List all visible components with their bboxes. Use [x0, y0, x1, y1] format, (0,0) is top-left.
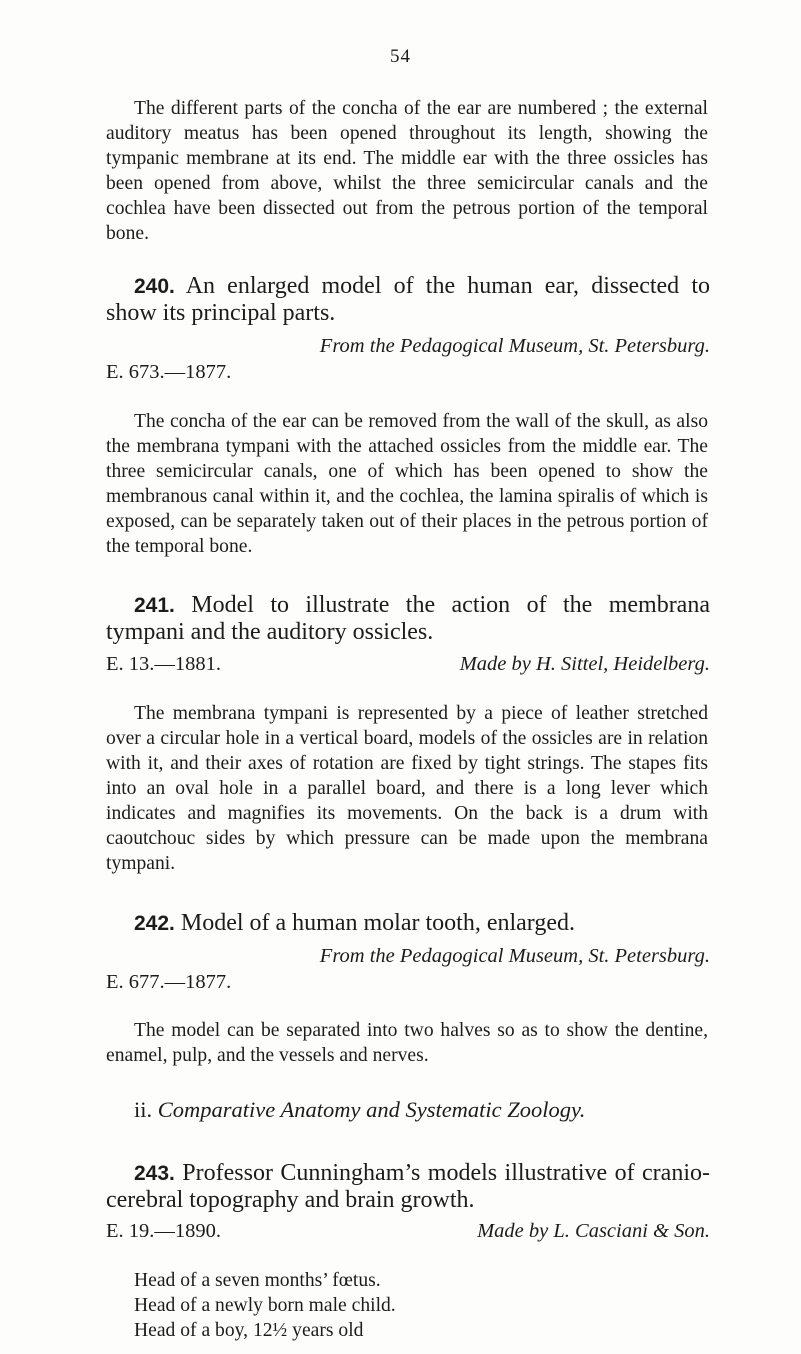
entry-title: Model to illustrate the action of the membrana tympani and the auditory ossicles. — [106, 592, 710, 645]
entry-240-register — [106, 359, 710, 385]
entry-240-heading — [106, 273, 710, 327]
entry-number: 241. — [134, 594, 175, 617]
register-number: E. 677.—1877. — [106, 971, 232, 993]
entry-title: Model of a human molar tooth, enlarged. — [180, 910, 575, 936]
entry-243-register-source — [106, 1218, 710, 1244]
entry-243-items — [106, 1268, 708, 1343]
entry-240-source — [106, 333, 710, 359]
entry-241-heading — [106, 592, 710, 646]
section-heading — [134, 1096, 714, 1124]
intro-paragraph: The different parts of the concha of the ear are numbered ; the external auditory meatus has been opened throughout its length, showing the tympanic membrane at its end. The middle ear with the three ossicles has been opened from above, whilst the three semicircular canals and the cochlea have been dissected out from the petrous portion of the temporal bone. — [106, 98, 708, 244]
register-number: E. 13.—1881. — [106, 653, 222, 675]
entry-number: 240. — [134, 275, 175, 298]
entry-title: An enlarged model of the human ear, dissected to show its principal parts. — [106, 273, 710, 326]
source-credit: From the Pedagogical Museum, St. Petersburg. — [319, 945, 710, 967]
entry-241-register-source — [106, 651, 710, 677]
entry-242-source — [106, 943, 710, 969]
source-credit: Made by H. Sittel, Heidelberg. — [459, 653, 710, 675]
register-number: E. 673.—1877. — [106, 361, 232, 383]
entry-number: 243. — [134, 1162, 175, 1185]
entry-242-register — [106, 969, 710, 995]
entry-title: Professor Cunningham’s models illustrative of cranio-cerebral topography and brain growth. — [106, 1160, 710, 1213]
section-numeral: ii. — [134, 1097, 153, 1122]
entry-242-description: The model can be separated into two halves so as to show the dentine, enamel, pulp, and the vessels and nerves. — [106, 1020, 708, 1066]
entry-240-description: The concha of the ear can be removed from the wall of the skull, as also the membrana tympani with the attached ossicles from the middle ear. The three semicircular canals, one of which has been opened to show the membranous canal within it, and the cochlea, the lamina spiralis of which is exposed, can be separately taken out of their places in the petrous portion of the temporal bone. — [106, 411, 708, 557]
list-item: Head of a newly born male child. — [134, 1295, 396, 1316]
entry-242-heading — [106, 910, 710, 937]
source-credit: Made by L. Casciani & Son. — [477, 1220, 710, 1242]
list-item: Head of a seven months’ fœtus. — [134, 1270, 381, 1291]
page-number: 54 — [390, 46, 411, 67]
entry-241-description: The membrana tympani is represented by a piece of leather stretched over a circular hole in a vertical board, models of the ossicles are in relation with it, and their axes of rotation are fixed by tight strings. The stapes fits into an oval hole in a parallel board, and there is a long lever which indicates and magnifies its movements. On the back is a drum with caoutchouc sides by which pressure can be made upon the membrana tympani. — [106, 703, 708, 874]
section-title: Comparative Anatomy and Systematic Zoology. — [157, 1097, 586, 1122]
entry-number: 242. — [134, 912, 175, 935]
source-credit: From the Pedagogical Museum, St. Petersburg. — [319, 335, 710, 357]
list-item: Head of a boy, 12½ years old — [134, 1320, 364, 1341]
register-number: E. 19.—1890. — [106, 1220, 222, 1242]
entry-243-heading — [106, 1160, 710, 1214]
